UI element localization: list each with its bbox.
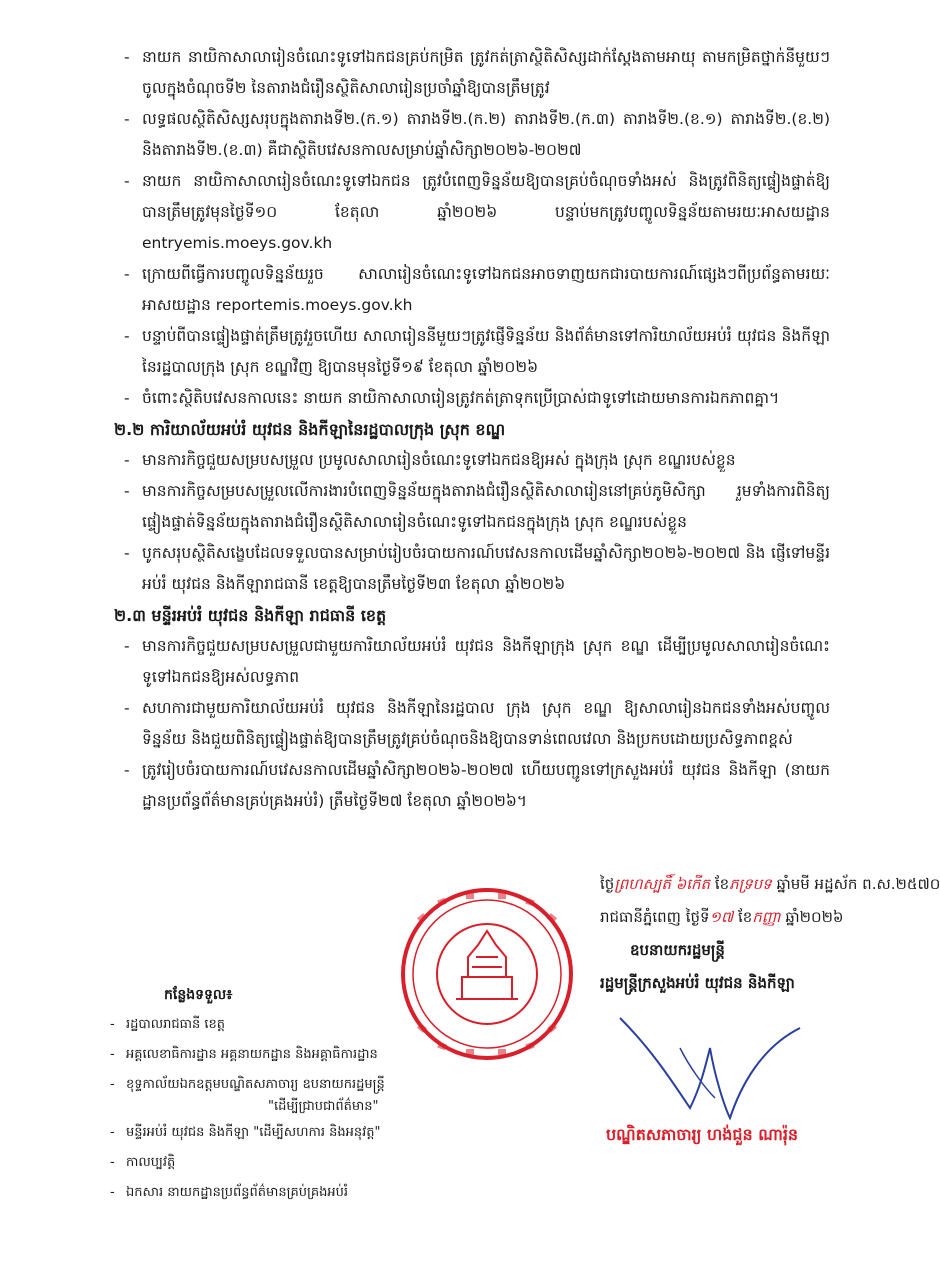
list-item: - បន្ទាប់ពីបានផ្ទៀងផ្ទាត់ត្រឹមត្រូវរួចហើយ សាលារៀននីមួយៗត្រូវផ្ញើទិន្នន័យ និងព័ត៌មានទៅការិយាល័យអប់រំ យុវជន និងកីឡានៃរដ្ឋបាលក្រុង ស្រុក ខណ្ឌវិញ ឱ្យបានមុនថ្ងៃទី១៩ ខែតុលា ឆ្នាំ២០២៦	[124, 327, 830, 376]
list-item: - មានការកិច្ចជួយសម្របសម្រួល ប្រមូលសាលារៀនចំណេះទូទៅឯកជនឱ្យអស់ ក្នុងក្រុង ស្រុក ខណ្ឌរបស់ខ្លួន	[124, 451, 736, 469]
list-item: - លទ្ធផលស្ថិតិសិស្សសរុបក្នុងតារាងទី២.(ក.១) តារាងទី២.(ក.២) តារាងទី២.(ក.៣) តារាងទី២.(ខ.១) តារាងទី២.(ខ.២) និងតារាងទី២.(ខ.៣) គឺជាស្ថិតិបវេសនកាលសម្រាប់ឆ្នាំសិក្សា២០២៦-២០២៧	[124, 110, 830, 159]
list-item: - ក្រោយពីធ្វើការបញ្ចូលទិន្នន័យរួច សាលារៀនចំណេះទូទៅឯកជនអាចទាញយកជារបាយការណ៍ផ្សេងៗពីប្រព័ន្ធតាមរយៈអាសយដ្ឋាន reportemis.moeys.gov.kh	[124, 265, 830, 314]
list-item: - ឯកសារ នាយកដ្ឋានប្រព័ន្ធព័ត៌មានគ្រប់គ្រងអប់រំ	[110, 1185, 349, 1200]
lunar-date: ថ្ងៃព្រហស្បតិ៍ ៦កើត ខែភទ្របទ ឆ្នាំមមី អដ្ឋស័ក ព.ស.២៥៧០	[600, 875, 940, 893]
list-item: - រដ្ឋបាលរាជធានី ខេត្ត	[110, 1017, 226, 1032]
bullet-text: មានការកិច្ចជួយសម្របសម្រួល ប្រមូលសាលារៀនចំណេះទូទៅឯកជនឱ្យអស់ ក្នុងក្រុង ស្រុក ខណ្ឌរបស់ខ្លួន	[142, 451, 736, 469]
bullet-text: នាយក នាយិកាសាលារៀនចំណេះទូទៅឯកជន ត្រូវបំពេញទិន្នន័យឱ្យបានគ្រប់ចំណុចទាំងអស់ និងត្រូវពិនិត្យផ្ទៀងផ្ទាត់ឱ្យបានត្រឹមត្រូវមុនថ្ងៃទី១០ ខែតុលា ឆ្នាំ២០២៦ បន្ទាប់មកត្រូវបញ្ចូលទិន្នន័យតាមរយៈអាសយដ្ឋាន entryemis.moeys.gov.kh	[142, 172, 830, 252]
section-heading: ២.២ ការិយាល័យអប់រំ យុវជន និងកីឡានៃរដ្ឋបាលក្រុង ស្រុក ខណ្ឌ	[114, 420, 506, 439]
list-item: - សហការជាមួយការិយាល័យអប់រំ យុវជន និងកីឡានៃរដ្ឋបាល ក្រុង ស្រុក ខណ្ឌ ឱ្យសាលារៀនឯកជនទាំងអស់បញ្ចូលទិន្នន័យ និងជួយពិនិត្យផ្ទៀងផ្ទាត់ឱ្យបានត្រឹមត្រូវគ្រប់ចំណុចនិងឱ្យបានទាន់ពេលវេលា និងប្រកបដោយប្រសិទ្ធភាពខ្ពស់	[124, 699, 830, 748]
handwritten-month: កញ្ញា	[752, 908, 781, 926]
bullet-text: លទ្ធផលស្ថិតិសិស្សសរុបក្នុងតារាងទី២.(ក.១) តារាងទី២.(ក.២) តារាងទី២.(ក.៣) តារាងទី២.(ខ.១) តារាងទី២.(ខ.២) និងតារាងទី២.(ខ.៣) គឺជាស្ថិតិបវេសនកាលសម្រាប់ឆ្នាំសិក្សា២០២៦-២០២៧	[142, 110, 830, 159]
bullet-text: នាយក នាយិកាសាលារៀនចំណេះទូទៅឯកជនគ្រប់កម្រិត ត្រូវកត់ត្រាស្ថិតិសិស្សដាក់ស្ដែងតាមអាយុ តាមកម្រិតថ្នាក់នីមួយៗចូលក្នុងចំណុចទី២ នៃតារាងជំរឿនស្ថិតិសាលារៀនប្រចាំឆ្នាំឱ្យបានត្រឹមត្រូវ	[142, 48, 830, 97]
list-item: - នាយក នាយិកាសាលារៀនចំណេះទូទៅឯកជនគ្រប់កម្រិត ត្រូវកត់ត្រាស្ថិតិសិស្សដាក់ស្ដែងតាមអាយុ តាមកម្រិតថ្នាក់នីមួយៗចូលក្នុងចំណុចទី២ នៃតារាងជំរឿនស្ថិតិសាលារៀនប្រចាំឆ្នាំឱ្យបានត្រឹមត្រូវ	[124, 48, 830, 97]
handwritten-day: ព្រហស្បតិ៍ ៦កើត	[614, 875, 711, 893]
recipients-title: កន្លែងទទួល៖	[164, 987, 233, 1003]
section-heading: ២.៣ មន្ទីរអប់រំ យុវជន និងកីឡា រាជធានី ខេត្ត	[114, 606, 387, 625]
bullet-text: មានការកិច្ចជួយសម្របសម្រួលជាមួយការិយាល័យអប់រំ យុវជន និងកីឡាក្រុង ស្រុក ខណ្ឌ ដើម្បីប្រមូលសាលារៀនចំណេះទូទៅឯកជនឱ្យអស់លទ្ធភាព	[142, 637, 830, 686]
list-item: - បូកសរុបស្ថិតិសង្ខេបដែលទទួលបានសម្រាប់រៀបចំរបាយការណ៍បវេសនកាលដើមឆ្នាំសិក្សា២០២៦-២០២៧ និង ផ្ញើទៅមន្ទីរអប់រំ យុវជន និងកីឡារាជធានី ខេត្តឱ្យបានត្រឹមថ្ងៃទី២៣ ខែតុលា ឆ្នាំ២០២៦	[124, 544, 830, 593]
list-item: - មន្ទីរអប់រំ យុវជន និងកីឡា "ដើម្បីសហការ និងអនុវត្ត"	[110, 1125, 381, 1140]
solar-date: រាជធានីភ្នំពេញ ថ្ងៃទី១៧ ខែកញ្ញា ឆ្នាំ២០២៦	[600, 908, 844, 926]
signer-title-1: ឧបនាយករដ្ឋមន្ត្រី	[630, 941, 725, 959]
bullet-text: បន្ទាប់ពីបានផ្ទៀងផ្ទាត់ត្រឹមត្រូវរួចហើយ សាលារៀននីមួយៗត្រូវផ្ញើទិន្នន័យ និងព័ត៌មានទៅការិយាល័យអប់រំ យុវជន និងកីឡានៃរដ្ឋបាលក្រុង ស្រុក ខណ្ឌវិញ ឱ្យបានមុនថ្ងៃទី១៩ ខែតុលា ឆ្នាំ២០២៦	[142, 327, 830, 376]
list-item: - អគ្គលេខាធិការដ្ឋាន អគ្គនាយកដ្ឋាន និងអគ្គាធិការដ្ឋាន	[110, 1047, 378, 1062]
recipient-note: "ដើម្បីជ្រាបជាព័ត៌មាន"	[268, 1099, 379, 1114]
list-item: - ខុទ្ទកាល័យឯកឧត្តមបណ្ឌិតសភាចារ្យ ឧបនាយករដ្ឋមន្ត្រី	[110, 1077, 385, 1092]
handwritten-month: ភទ្របទ	[729, 875, 772, 893]
bullet-text: ក្រោយពីធ្វើការបញ្ចូលទិន្នន័យរួច សាលារៀនចំណេះទូទៅឯកជនអាចទាញយកជារបាយការណ៍ផ្សេងៗពីប្រព័ន្ធតាមរយៈអាសយដ្ឋាន reportemis.moeys.gov.kh	[142, 265, 830, 314]
bullet-text: ចំពោះស្ថិតិបវេសនកាលនេះ នាយក នាយិកាសាលារៀនត្រូវកត់ត្រាទុកប្រើប្រាស់ជាទូទៅដោយមានការឯកភាពគ្នា។	[142, 389, 780, 407]
bullet-text: បូកសរុបស្ថិតិសង្ខេបដែលទទួលបានសម្រាប់រៀបចំរបាយការណ៍បវេសនកាលដើមឆ្នាំសិក្សា២០២៦-២០២៧ និង ផ្ញើទៅមន្ទីរអប់រំ យុវជន និងកីឡារាជធានី ខេត្តឱ្យបានត្រឹមថ្ងៃទី២៣ ខែតុលា ឆ្នាំ២០២៦	[142, 544, 830, 593]
document-body	[114, 42, 830, 817]
list-item: - មានការកិច្ចជួយសម្របសម្រួលជាមួយការិយាល័យអប់រំ យុវជន និងកីឡាក្រុង ស្រុក ខណ្ឌ ដើម្បីប្រមូលសាលារៀនចំណេះទូទៅឯកជនឱ្យអស់លទ្ធភាព	[124, 637, 830, 686]
signer-name: បណ្ឌិតសភាចារ្យ ហង់ជួន ណារ៉ុន	[606, 1125, 799, 1144]
handwritten-signature-icon	[610, 1008, 810, 1128]
signature-block	[600, 868, 940, 1000]
list-item: - កាលប្បវត្តិ	[110, 1155, 176, 1170]
bullet-text: មានការកិច្ចសម្របសម្រួលលើការងារបំពេញទិន្នន័យក្នុងតារាងជំរឿនស្ថិតិសាលារៀននៅគ្រប់ភូមិសិក្សា រួមទាំងការពិនិត្យផ្ទៀងផ្ទាត់ទិន្នន័យក្នុងតារាងជំរឿនស្ថិតិសាលារៀនចំណេះទូទៅឯកជនក្នុងក្រុង ស្រុក ខណ្ឌរបស់ខ្លួន	[142, 482, 830, 531]
signer-title-2: រដ្ឋមន្ត្រីក្រសួងអប់រំ យុវជន និងកីឡា	[600, 974, 795, 992]
list-item: - មានការកិច្ចសម្របសម្រួលលើការងារបំពេញទិន្នន័យក្នុងតារាងជំរឿនស្ថិតិសាលារៀននៅគ្រប់ភូមិសិក្សា រួមទាំងការពិនិត្យផ្ទៀងផ្ទាត់ទិន្នន័យក្នុងតារាងជំរឿនស្ថិតិសាលារៀនចំណេះទូទៅឯកជនក្នុងក្រុង ស្រុក ខណ្ឌរបស់ខ្លួន	[124, 482, 830, 531]
list-item: - ចំពោះស្ថិតិបវេសនកាលនេះ នាយក នាយិកាសាលារៀនត្រូវកត់ត្រាទុកប្រើប្រាស់ជាទូទៅដោយមានការឯកភាពគ្នា។	[124, 389, 780, 407]
list-item: - ត្រូវរៀបចំរបាយការណ៍បវេសនកាលដើមឆ្នាំសិក្សា២០២៦-២០២៧ ហើយបញ្ជូនទៅក្រសួងអប់រំ យុវជន និងកីឡា (នាយកដ្ឋានប្រព័ន្ធព័ត៌មានគ្រប់គ្រងអប់រំ) ត្រឹមថ្ងៃទី២៧ ខែតុលា ឆ្នាំ២០២៦។	[124, 761, 830, 810]
bullet-text: ត្រូវរៀបចំរបាយការណ៍បវេសនកាលដើមឆ្នាំសិក្សា២០២៦-២០២៧ ហើយបញ្ជូនទៅក្រសួងអប់រំ យុវជន និងកីឡា (នាយកដ្ឋានប្រព័ន្ធព័ត៌មានគ្រប់គ្រងអប់រំ) ត្រឹមថ្ងៃទី២៧ ខែតុលា ឆ្នាំ២០២៦។	[142, 761, 830, 810]
recipients-list	[108, 980, 468, 1208]
bullet-text: សហការជាមួយការិយាល័យអប់រំ យុវជន និងកីឡានៃរដ្ឋបាល ក្រុង ស្រុក ខណ្ឌ ឱ្យសាលារៀនឯកជនទាំងអស់បញ្ចូលទិន្នន័យ និងជួយពិនិត្យផ្ទៀងផ្ទាត់ឱ្យបានត្រឹមត្រូវគ្រប់ចំណុចនិងឱ្យបានទាន់ពេលវេលា និងប្រកបដោយប្រសិទ្ធភាពខ្ពស់	[142, 699, 830, 748]
list-item: - នាយក នាយិកាសាលារៀនចំណេះទូទៅឯកជន ត្រូវបំពេញទិន្នន័យឱ្យបានគ្រប់ចំណុចទាំងអស់ និងត្រូវពិនិត្យផ្ទៀងផ្ទាត់ឱ្យបានត្រឹមត្រូវមុនថ្ងៃទី១០ ខែតុលា ឆ្នាំ២០២៦ បន្ទាប់មកត្រូវបញ្ចូលទិន្នន័យតាមរយៈអាសយដ្ឋាន entryemis.moeys.gov.kh	[124, 172, 830, 252]
handwritten-day: ១៧	[709, 908, 734, 926]
